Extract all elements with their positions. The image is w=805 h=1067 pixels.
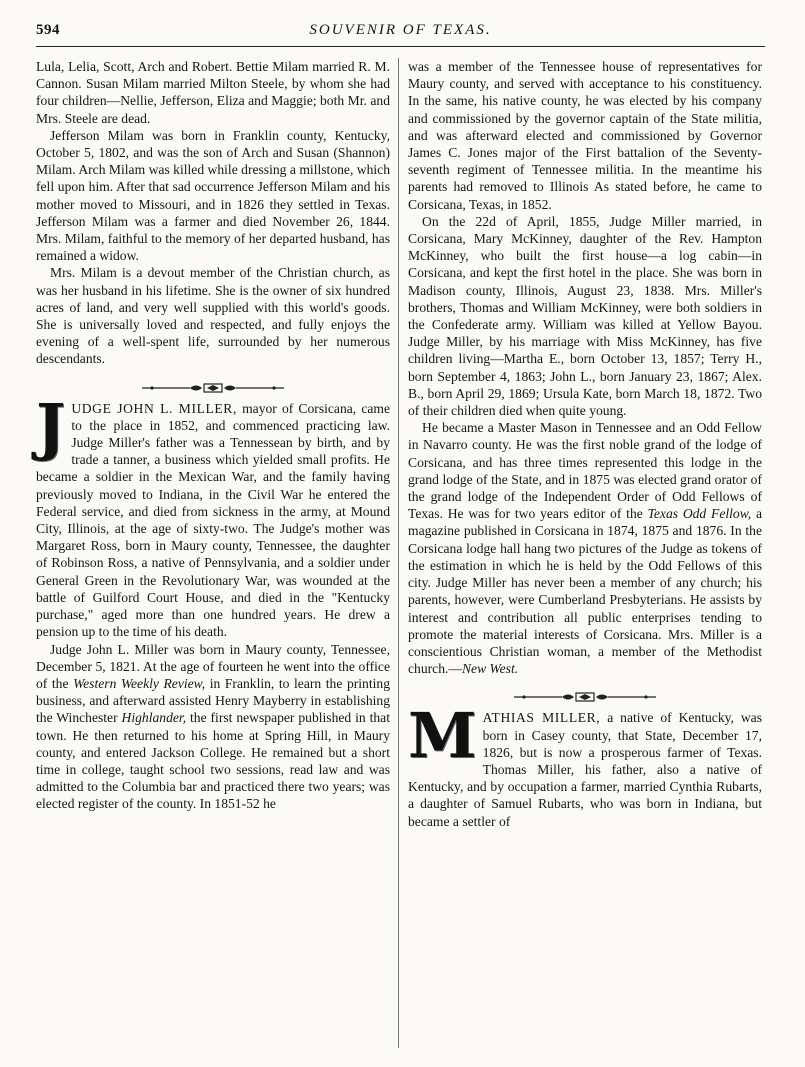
column-divider xyxy=(398,58,399,1048)
paragraph: Judge John L. Miller was born in Maury county, Tennessee, December 5, 1821. At the age of fourteen he went into the office of the Western Weekly Review, in Franklin, to learn the printing business, and afterward assisted Henry Mayberry in establishing the Winchester Highlander, the first newspaper published in that town. He then returned to his home at Spring Hill, in Maury county, and entered Jackson College. He remained but a short time in college, taught school two sessions, read law and was admitted to the Columbia bar and practiced there two years; was elected register of the county. In 1851-52 he xyxy=(36,641,390,812)
ornament-divider xyxy=(36,380,390,390)
drop-cap: J xyxy=(36,389,66,463)
ornament-divider xyxy=(408,689,762,699)
biography-text: a native of Kentucky, was born in Casey county, that State, December 17, 1826, but is now a prosperous farmer of Texas. Thomas Miller, his father, also a native of Kentucky, and by occupation a farmer, married Cynthia Rubarts, a daughter of Samuel Rubarts, who was born in Indiana, but became a settler of xyxy=(408,710,762,829)
running-head: SOUVENIR OF TEXAS. xyxy=(309,22,492,38)
right-column xyxy=(408,58,762,830)
biography-john-miller xyxy=(36,389,390,641)
paragraph: On the 22d of April, 1855, Judge Miller married, in Corsicana, Mary McKinney, daughter of the Rev. Hampton McKinney, who built the first house—a log cabin—in Corsicana, and kept the first hotel in the place. She was born in Madison county, Illinois, August 23, 1838. Mrs. Miller's brothers, Thomas and William McKinney, were both soldiers in the Confederate army. William was killed at Yellow Bayou. Judge Miller, by his marriage with Miss McKinney, has five children living—Martha E., born October 13, 1857; Terry H., born September 4, 1863; John L., born January 23, 1867; Alex. B., born April 29, 1869; Ursula Kate, born March 18, 1872. Two of their children died when quite young. xyxy=(408,213,762,419)
left-column xyxy=(36,58,390,813)
drop-cap: M xyxy=(408,699,477,773)
source-credit: New West. xyxy=(461,661,519,677)
biography-text: mayor of Corsicana, came to the place in 1852, and commenced practicing law. Judge Miller's father was a Tennessean by birth, and by trade a tanner, a business which yielded small profits. He became a soldier in the Mexican War, and the family having previously moved to Indiana, in the Civil War he entered the Federal service, and died from sickness in the army, at Mound City, Illinois, at the age of sixty-two. The Judge's mother was Margaret Ross, born in Maury county, Tennessee, the daughter of Robinson Ross, a native of Pennsylvania, and a soldier under General Green in the Revolutionary War, was wounded at the battle of Guilford Court House, and died in the "Kentucky purchase," aged more than one hundred years. He drew a pension up to the time of his death. xyxy=(36,400,390,640)
newspaper-title: Western Weekly Review, xyxy=(73,675,206,691)
page-number: 594 xyxy=(36,22,60,38)
newspaper-title: Highlander, xyxy=(121,710,187,726)
biography-heading: UDGE JOHN L. MILLER, xyxy=(71,400,237,416)
paragraph: He became a Master Mason in Tennessee and an Odd Fellow in Navarro county. He was the first noble grand of the lodge of Corsicana, and has three times represented this lodge in the grand lodge of the State, and in 1875 was elected grand orator of the grand lodge of the Independent Order of Odd Fellows of Texas. He was for two years editor of the Texas Odd Fellow, a magazine published in Corsicana in 1874, 1875 and 1876. In the Corsicana lodge hall hang two pictures of the Judge as tokens of the estimation in which he is held by the Odd Fellows of this city. Judge Miller has never been a member of any church; his parents, however, were Cumberland Presbyterians. He assists by interest and contribution all public enterprises tending to promote the material interests of Corsicana. Mrs. Miller is a conscientious Christian woman, a member of the Methodist church.—New West. xyxy=(408,420,762,677)
magazine-title: Texas Odd Fellow, xyxy=(647,506,752,522)
paragraph: Mrs. Milam is a devout member of the Christian church, as was her husband in his lifetime. She is the owner of six hundred acres of land, and very well supplied with this world's goods. She is universally loved and respected, and fully enjoys the evening of a well-spent life, surrounded by her numerous descendants. xyxy=(36,265,390,367)
scroll-divider-icon xyxy=(138,383,288,393)
biography-mathias-miller xyxy=(408,699,762,829)
paragraph: Jefferson Milam was born in Franklin county, Kentucky, October 5, 1802, and was the son of Arch and Susan (Shannon) Milam. Arch Milam was killed while dressing a millstone, which fell upon him. After that sad occurrence Jefferson Milam and his mother moved to Missouri, and in 1826 they settled in Texas. Jefferson Milam was a farmer and died November 26, 1844. Mrs. Milam, faithful to the memory of her departed husband, has remained a widow. xyxy=(36,127,390,264)
scroll-divider-icon xyxy=(510,692,660,702)
biography-heading: ATHIAS MILLER, xyxy=(482,710,601,726)
paragraph: Lula, Lelia, Scott, Arch and Robert. Bettie Milam married R. M. Cannon. Susan Milam married Milton Steele, by whom she had four children—Nellie, Jefferson, Eliza and Maggie; both Mr. and Mrs. Steele are dead. xyxy=(36,59,390,126)
paragraph: was a member of the Tennessee house of representatives for Maury county, and served with acceptance to his constituency. In the same, his native county, he was elected by his company and commissioned by the governor captain of the State militia, and was afterward elected and commissioned by Governor James C. Jones major of the First battalion of the Seventy-seventh regiment of Tennessee militia. In the meantime his parents had removed to Illinois As stated before, he came to Corsicana, Texas, in 1852. xyxy=(408,59,762,212)
header-rule xyxy=(36,46,765,47)
page-header xyxy=(36,22,765,52)
